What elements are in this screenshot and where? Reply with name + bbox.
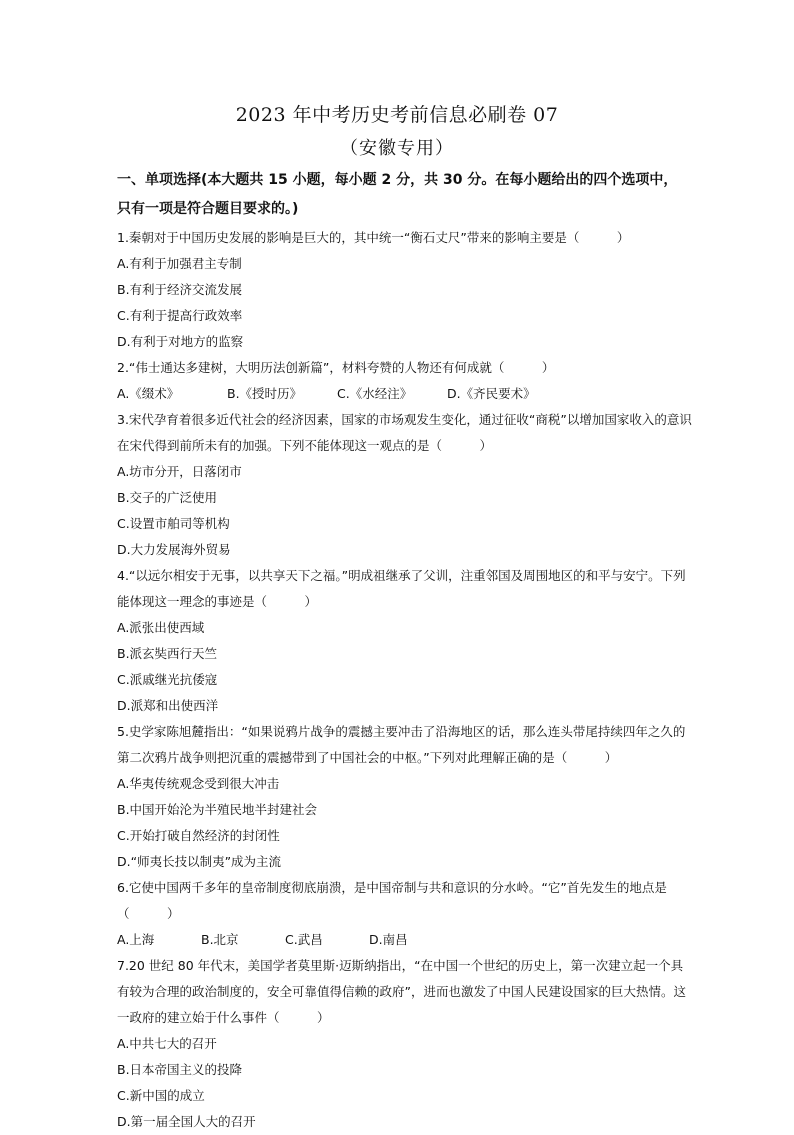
option-a: A.坊市分开，日落闭市 [117,464,242,479]
exam-subtitle: （安徽专用） [340,138,454,159]
option-a: A.中共七大的召开 [117,1036,217,1051]
option-d: D.有利于对地方的监察 [117,334,244,349]
option-a: A.派张出使西域 [117,620,205,635]
question-stem: 4.“以远尔相安于无事，以共享天下之福。”明成祖继承了父训，注重邻国及周围地区的和平与安宁。下列能体现这一理念的事迹是（ ） [117,568,686,609]
option-a: A.上海 [117,932,155,947]
option-b: B.中国开始沦为半殖民地半封建社会 [117,802,318,817]
option-group [117,771,693,875]
option-group [117,615,693,719]
option-group [117,1031,693,1135]
option-a: A.《缀术》 [117,386,180,401]
question-7 [117,953,693,1135]
section-heading: 一、单项选择(本大题共 15 小题，每小题 2 分，共 30 分。在每小题给出的四个选项中，只有一项是符合题目要求的。) [117,172,678,217]
question-3 [117,407,693,563]
option-d: D.南昌 [369,932,408,947]
option-c: C.开始打破自然经济的封闭性 [117,828,280,843]
option-a: A.华夷传统观念受到很大冲击 [117,776,280,791]
option-group [117,927,693,953]
question-6 [117,875,693,953]
question-1 [117,225,693,355]
option-group [117,381,693,407]
question-stem: 1.秦朝对于中国历史发展的影响是巨大的，其中统一“衡石丈尺”带来的影响主要是（ ） [117,230,630,245]
question-stem: 3.宋代孕育着很多近代社会的经济因素，国家的市场观发生变化，通过征收“商税”以增加国家收入的意识在宋代得到前所未有的加强。下列不能体现这一观点的是（ ） [117,412,692,453]
option-b: B.交子的广泛使用 [117,490,218,505]
option-d: D.派郑和出使西洋 [117,698,219,713]
question-list [117,225,693,1135]
exam-title: 2023 年中考历史考前信息必刷卷 07 [235,104,559,126]
option-group [117,251,693,355]
option-c: C.武昌 [285,932,323,947]
option-c: C.设置市舶司等机构 [117,516,230,531]
option-c: C.有利于提高行政效率 [117,308,243,323]
option-c: C.新中国的成立 [117,1088,205,1103]
option-b: B.有利于经济交流发展 [117,282,243,297]
option-c: C.《水经注》 [337,386,413,401]
option-d: D.第一届全国人大的召开 [117,1114,256,1129]
option-b: B.北京 [201,932,239,947]
question-stem: 7.20 世纪 80 年代末，美国学者莫里斯·迈斯纳指出，“在中国一个世纪的历史上，第一次建立起一个具有较为合理的政治制度的，安全可靠值得信赖的政府”，进而也激发了中国人民建设国家的巨大热情。这一政府的建立始于什么事件（ ） [117,958,686,1025]
question-stem: 6.它使中国两千多年的皇帝制度彻底崩溃，是中国帝制与共和意识的分水岭。“它”首先发生的地点是（ ） [117,880,667,921]
option-a: A.有利于加强君主专制 [117,256,242,271]
question-2 [117,355,693,407]
option-b: B.派玄奘西行天竺 [117,646,218,661]
option-b: B.《授时历》 [227,386,303,401]
option-d: D.大力发展海外贸易 [117,542,231,557]
question-stem: 5.史学家陈旭麓指出：“如果说鸦片战争的震撼主要冲击了沿海地区的话，那么连头带尾持续四年之久的第二次鸦片战争则把沉重的震撼带到了中国社会的中枢。”下列对此理解正确的是（ ） [117,724,686,765]
question-5 [117,719,693,875]
option-d: D.《齐民要术》 [447,386,536,401]
option-d: D.“师夷长技以制夷”成为主流 [117,854,282,869]
question-stem: 2.“伟士通达多建树，大明历法创新篇”，材料夸赞的人物还有何成就（ ） [117,360,555,375]
question-4 [117,563,693,719]
option-group [117,459,693,563]
option-b: B.日本帝国主义的投降 [117,1062,243,1077]
option-c: C.派戚继光抗倭寇 [117,672,218,687]
